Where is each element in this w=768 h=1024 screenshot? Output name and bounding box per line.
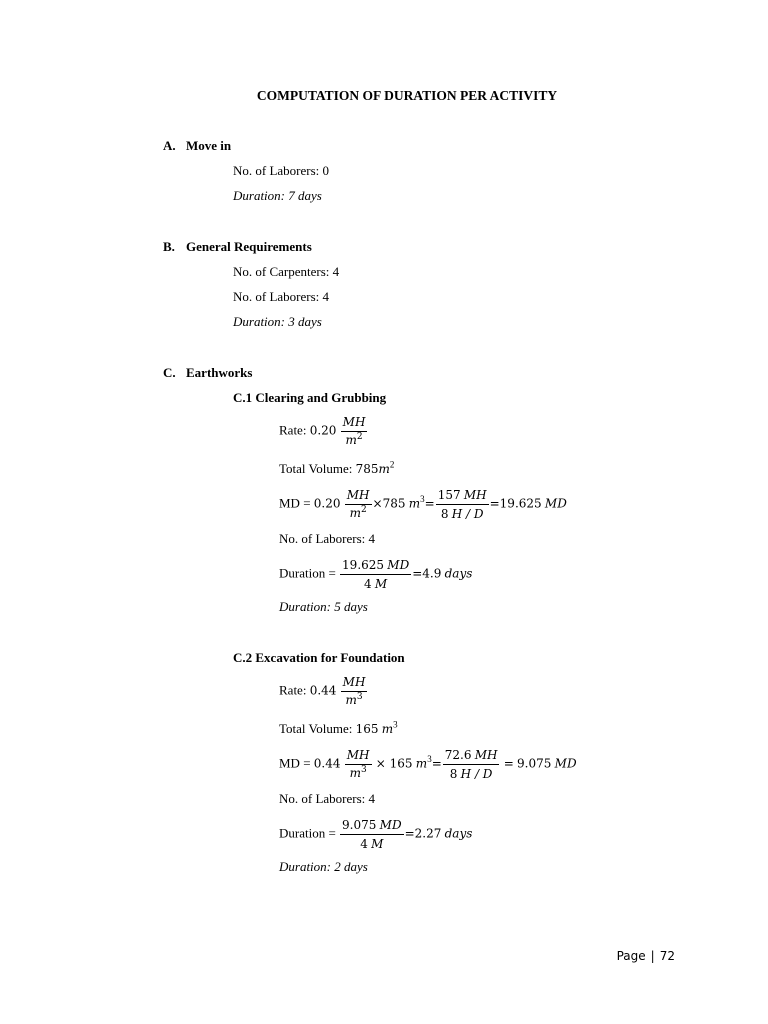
page-separator: | — [650, 949, 655, 963]
c1-md-rate: 0.20 — [313, 496, 341, 511]
c2-volume-label: Total Volume: — [279, 721, 353, 736]
c1-duration-label: Duration = — [279, 565, 336, 581]
c1-rate-value: 0.20 — [309, 423, 337, 438]
c1-md-equals-2: = — [489, 496, 500, 511]
c2-md-result-unit: MD — [554, 756, 577, 771]
c1-volume-exponent: 2 — [389, 459, 395, 470]
c1-md-times: ×785 — [372, 496, 406, 511]
c2-duration-num-value: 9.075 — [342, 818, 377, 832]
c2-md-equation — [279, 746, 577, 783]
c1-md-equals-1: = — [424, 496, 435, 511]
c2-volume-exponent: 3 — [393, 719, 398, 730]
c1-md-times-exponent: 3 — [420, 494, 425, 505]
c1-duration-den-unit: M — [374, 577, 388, 591]
c2-md-fraction-den-unit: H / D — [460, 767, 493, 781]
c1-md-rate-exponent: 2 — [360, 505, 367, 515]
c2-duration-den-unit: M — [371, 837, 384, 851]
section-a-letter: A. — [163, 138, 176, 153]
c1-rate-label: Rate: — [279, 422, 307, 438]
c2-duration-result-value: 2.27 — [414, 826, 442, 841]
c2-volume-unit: m — [381, 722, 394, 736]
c1-duration-equals: = — [412, 566, 423, 581]
c1-volume-unit: m — [378, 462, 390, 476]
c1-duration-result-value: 4.9 — [422, 566, 442, 581]
c2-rate-unit-numerator: MH — [341, 674, 368, 692]
c1-md-label: MD = — [279, 495, 311, 511]
c1-rate-unit-denominator: m — [345, 433, 357, 447]
c1-md-fraction — [436, 486, 489, 523]
c2-rate-unit-denominator: m — [345, 693, 357, 707]
section-a-laborers: No. of Laborers: 0 — [233, 163, 330, 178]
c2-md-rate-denominator: m — [349, 766, 361, 780]
section-a-heading — [163, 138, 231, 154]
c1-md-equation — [279, 486, 567, 523]
c2-md-times: × 165 — [375, 756, 413, 771]
c2-md-times-unit: m — [415, 756, 428, 771]
page-number: 72 — [659, 949, 675, 963]
c1-duration-fraction — [340, 556, 411, 593]
c1-laborers: No. of Laborers: 4 — [279, 531, 376, 546]
section-b-laborers: No. of Laborers: 4 — [233, 289, 330, 304]
c2-volume-value: 165 — [355, 722, 379, 736]
c2-md-rate-numerator: MH — [345, 747, 372, 765]
c2-volume-line — [279, 721, 398, 737]
c2-duration: Duration: 2 days — [279, 859, 368, 874]
c2-rate-label: Rate: — [279, 682, 307, 698]
c2-duration-equation — [279, 816, 472, 853]
c1-duration: Duration: 5 days — [279, 599, 368, 614]
c1-duration-equation — [279, 556, 472, 593]
c1-md-result-value: 19.625 — [499, 496, 542, 511]
c1-md-fraction-den-unit: H / D — [451, 507, 484, 521]
c1-duration-num-unit: MD — [387, 558, 410, 572]
c2-heading: C.2 Excavation for Foundation — [233, 650, 405, 665]
c2-rate-unit-fraction — [341, 674, 368, 709]
c1-md-fraction-num-value: 157 — [437, 488, 461, 502]
c2-md-fraction-den-value: 8 — [449, 767, 458, 781]
c1-md-fraction-num-unit: MH — [463, 488, 487, 502]
c1-md-result-unit: MD — [544, 496, 567, 511]
c1-rate-unit-fraction — [341, 414, 368, 449]
section-b-heading — [163, 239, 312, 255]
c2-duration-equals: = — [404, 826, 415, 841]
section-c-letter: C. — [163, 365, 176, 380]
section-a-title: Move in — [186, 138, 232, 153]
c2-md-equals-1: = — [431, 756, 442, 771]
c2-duration-num-unit: MD — [379, 818, 402, 832]
section-c-title: Earthworks — [186, 365, 253, 380]
c2-md-result-value: 9.075 — [517, 756, 552, 771]
c1-rate-line — [279, 414, 368, 449]
c1-rate-unit-numerator: MH — [341, 414, 368, 432]
c1-rate-unit-exponent: 2 — [356, 432, 363, 442]
c2-duration-result-unit: days — [444, 826, 473, 841]
page-label: Page — [616, 949, 646, 963]
c2-md-rate-fraction — [345, 747, 372, 782]
c1-md-times-unit: m — [408, 496, 421, 511]
c2-rate-line — [279, 674, 368, 709]
section-b-carpenters: No. of Carpenters: 4 — [233, 264, 340, 279]
c1-heading: C.1 Clearing and Grubbing — [233, 390, 387, 405]
page-footer — [617, 948, 675, 964]
c2-duration-fraction — [340, 816, 404, 853]
c2-duration-den-value: 4 — [360, 837, 368, 851]
c1-volume-line — [279, 461, 394, 477]
c1-md-rate-denominator: m — [349, 506, 361, 520]
c1-md-fraction-den-value: 8 — [440, 507, 449, 521]
c1-volume-label: Total Volume: — [279, 461, 353, 476]
c1-md-rate-numerator: MH — [345, 487, 372, 505]
c2-md-times-exponent: 3 — [427, 754, 432, 765]
section-b-duration: Duration: 3 days — [233, 314, 322, 329]
c2-md-fraction-num-unit: MH — [474, 748, 498, 762]
c2-md-label: MD = — [279, 755, 311, 771]
c2-md-rate-exponent: 3 — [360, 765, 367, 775]
section-c-heading — [163, 365, 252, 381]
section-b-letter: B. — [163, 239, 175, 254]
c2-laborers: No. of Laborers: 4 — [279, 791, 376, 806]
c1-duration-result-unit: days — [444, 566, 473, 581]
c2-md-rate: 0.44 — [313, 756, 341, 771]
c1-duration-den-value: 4 — [364, 577, 372, 591]
c1-volume-value: 785 — [355, 462, 379, 476]
c2-md-fraction — [443, 746, 500, 783]
section-a-duration: Duration: 7 days — [233, 188, 322, 203]
c2-duration-label: Duration = — [279, 825, 336, 841]
c2-md-fraction-num-value: 72.6 — [444, 748, 472, 762]
c2-md-equals-2: = — [503, 756, 514, 771]
c2-rate-value: 0.44 — [309, 683, 337, 698]
c1-md-rate-fraction — [345, 487, 372, 522]
section-b-title: General Requirements — [186, 239, 312, 254]
c1-duration-num-value: 19.625 — [342, 558, 385, 572]
c2-rate-unit-exponent: 3 — [356, 692, 363, 702]
page-title: COMPUTATION OF DURATION PER ACTIVITY — [256, 88, 558, 103]
